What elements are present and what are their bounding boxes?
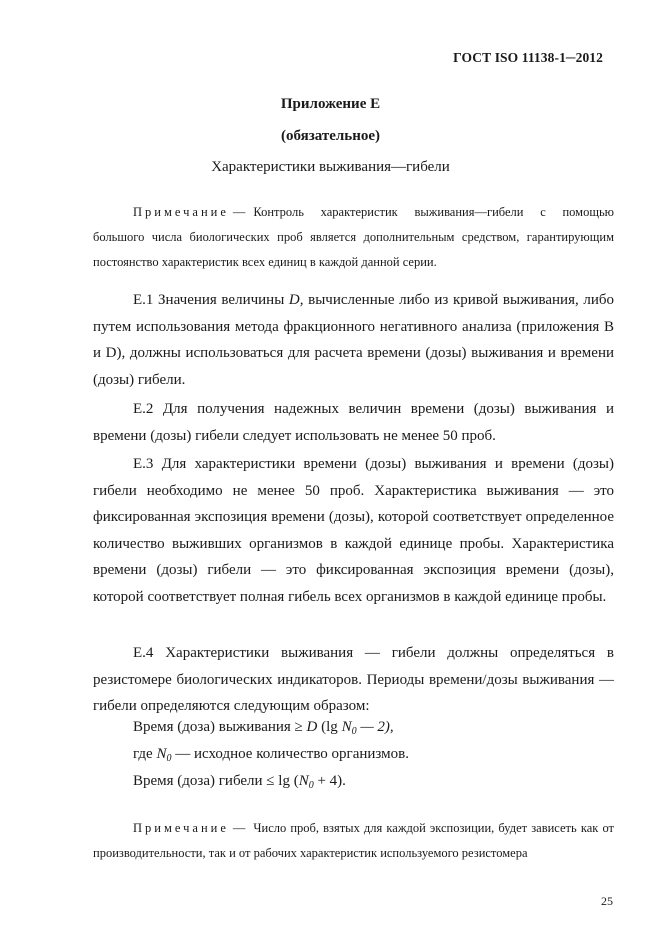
formula-where-prefix: где bbox=[133, 746, 157, 762]
paragraph-e1-end: вычисленные либо из кривой выживания, либо путем использования метода фракционного негативного анализа (приложения В и D), должны использоваться для расчета времени (дозы) выживания и времени (дозы) гибели. bbox=[93, 292, 615, 388]
paragraph-e1 bbox=[93, 287, 614, 393]
paragraph-e3-text: Е.3 Для характеристики времени (дозы) выживания и времени (дозы) гибели необходимо не менее 50 проб. Характеристика выживания — это фиксированная экспозиция времени (дозы), которой соответствует определенное количество выживших организмов в каждой единице пробы. Характеристика времени (дозы) гибели — это фиксированная экспозиция времени (дозы), которой соответствует полная гибель всех организмов в каждой единице пробы. bbox=[93, 456, 614, 605]
formula-subscript: 0 bbox=[166, 753, 172, 764]
paragraph-e2-text: Е.2 Для получения надежных величин времени (дозы) выживания и времени (дозы) гибели следует использовать не менее 50 проб. bbox=[93, 401, 614, 444]
formula-subscript: 0 bbox=[308, 780, 314, 791]
paragraph-e3 bbox=[93, 451, 614, 610]
appendix-title: Приложение Е bbox=[280, 96, 381, 112]
standard-code: ГОСТ ISO 11138-1─2012 bbox=[453, 50, 603, 65]
appendix-status: (обязательное) bbox=[280, 128, 381, 144]
page-number: 25 bbox=[601, 894, 613, 908]
note-text: Число проб, взятых для каждой экспозиции, будет зависеть как от производительности, так и от рабочих характеристик используемого резистомера bbox=[93, 821, 614, 860]
formula-kill-prefix: Время (доза) гибели ≤ lg ( bbox=[133, 773, 299, 789]
note-label: Примечание bbox=[133, 821, 229, 835]
formula-kill-suffix: + 4). bbox=[313, 773, 346, 789]
formula-variable-n: N bbox=[298, 773, 309, 789]
formula-subscript: 0 bbox=[351, 726, 357, 737]
note-1 bbox=[93, 200, 614, 275]
note-label: Примечание bbox=[133, 205, 229, 219]
paragraph-e4-text: Е.4 Характеристики выживания — гибели должны определяться в резистомере биологических индикаторов. Периоды времени/дозы выживания — гибели определяются следующим образом: bbox=[93, 645, 614, 714]
paragraph-e2 bbox=[93, 396, 614, 449]
formula-variable-d: D bbox=[306, 719, 318, 735]
formula-survival-mid: (lg bbox=[317, 719, 342, 735]
variable-d: D, bbox=[288, 292, 304, 308]
formula-survival bbox=[133, 719, 394, 736]
note-text: Контроль характеристик выживания—гибели с помощью большого числа биологических проб является дополнительным средством, гарантирующим постоянство характеристик всех единиц в каждой данной серии. bbox=[93, 205, 614, 269]
paragraph-e4 bbox=[93, 640, 614, 720]
paragraph-e1-start: Е.1 Значения величины bbox=[133, 292, 289, 308]
formula-survival-prefix: Время (доза) выживания ≥ bbox=[133, 719, 307, 735]
formula-where bbox=[133, 746, 409, 763]
note-dash: — bbox=[232, 821, 246, 835]
formula-variable-n: N bbox=[341, 719, 352, 735]
appendix-subtitle: Характеристики выживания—гибели bbox=[211, 159, 450, 175]
formula-variable-n: N bbox=[156, 746, 167, 762]
note-dash: — bbox=[232, 205, 246, 219]
formula-kill bbox=[133, 773, 346, 790]
formula-where-suffix: — исходное количество организмов. bbox=[171, 746, 409, 762]
formula-survival-suffix: — 2), bbox=[356, 719, 394, 735]
note-2 bbox=[93, 816, 614, 866]
